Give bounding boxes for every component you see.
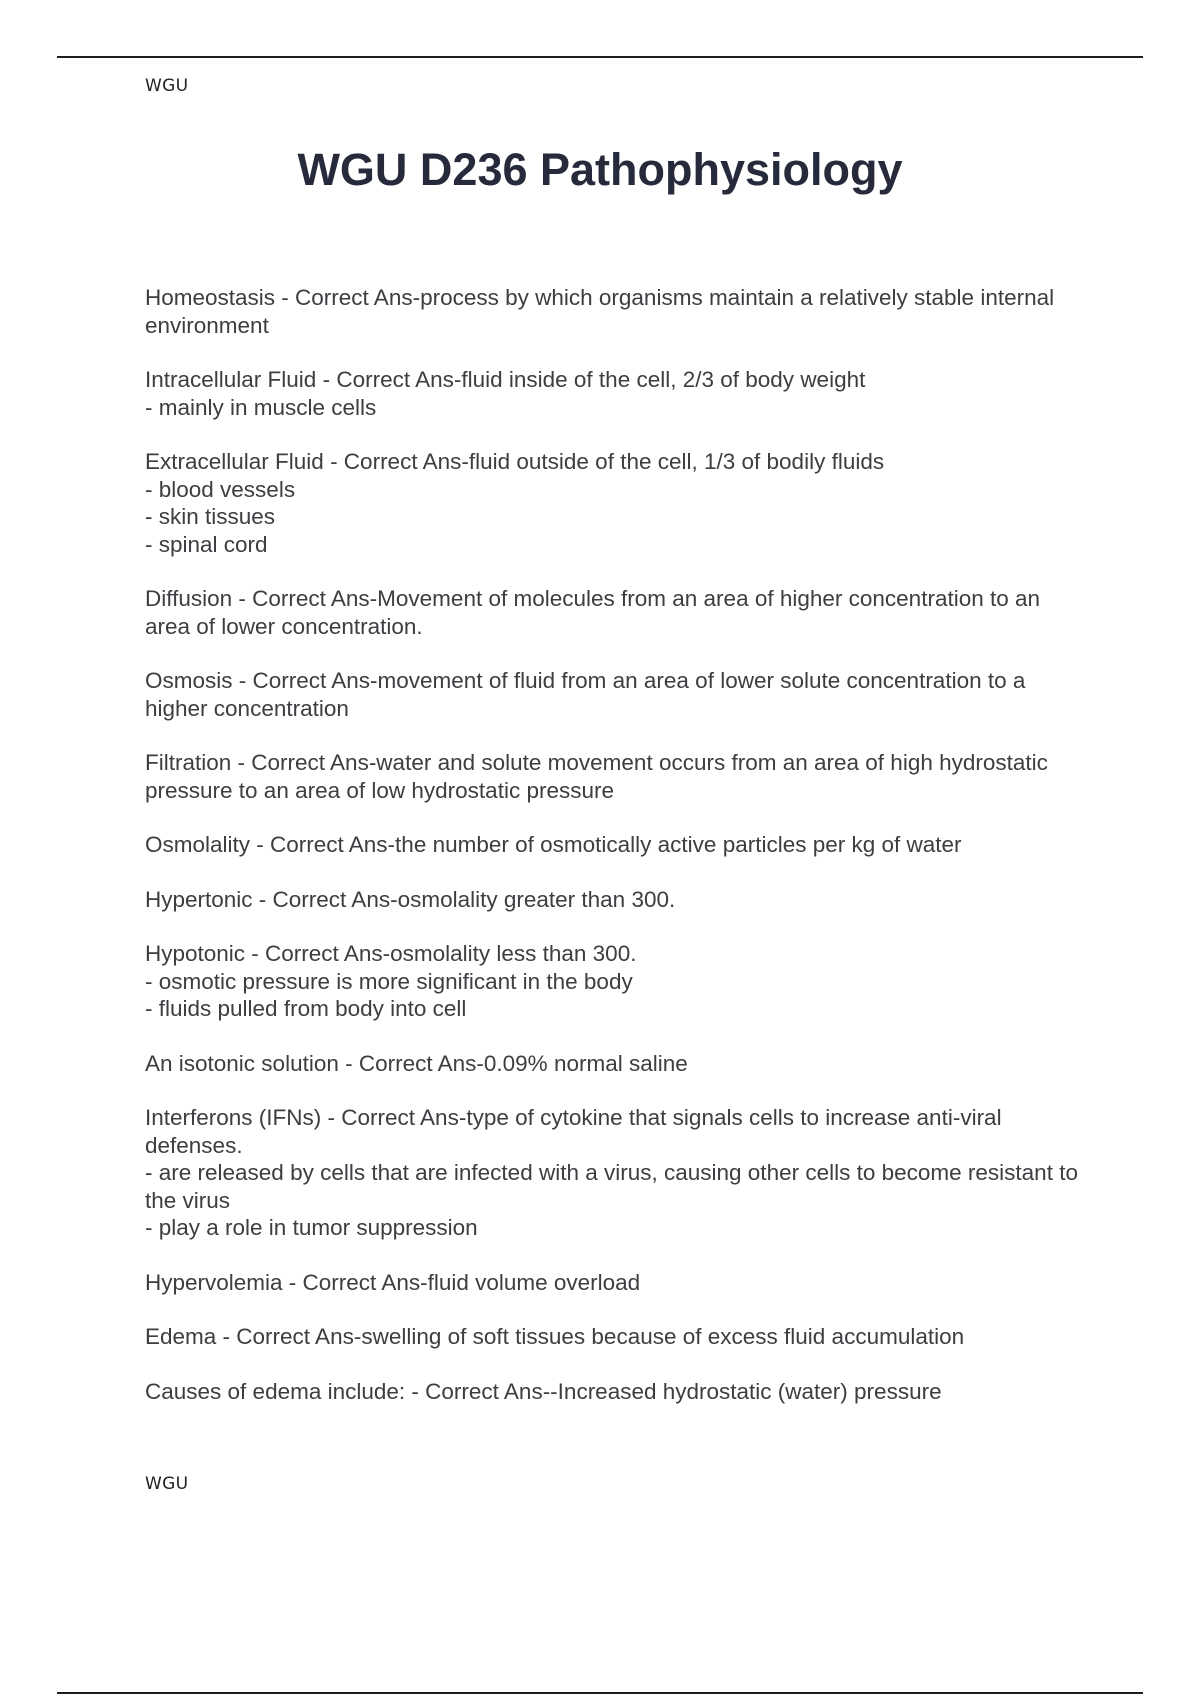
entry-causes-of-edema — [145, 1378, 1085, 1406]
entry-isotonic-solution — [145, 1050, 1085, 1078]
entry-extracellular-fluid — [145, 448, 1085, 558]
entry-filtration — [145, 749, 1085, 804]
entry-line: Homeostasis - Correct Ans-process by which organisms maintain a relatively stable internal environment — [145, 285, 1055, 338]
entry-line: - are released by cells that are infected with a virus, causing other cells to become resistant to the virus — [145, 1160, 1078, 1213]
entry-line: - osmotic pressure is more significant in the body — [145, 968, 633, 994]
entry-line: Osmosis - Correct Ans-movement of fluid from an area of lower solute concentration to a higher concentration — [145, 668, 1026, 721]
header-label: WGU — [145, 76, 189, 96]
entry-line: Diffusion - Correct Ans-Movement of molecules from an area of higher concentration to an area of lower concentration. — [145, 586, 1041, 639]
entry-line: Filtration - Correct Ans-water and solute movement occurs from an area of high hydrostatic pressure to an area of low hydrostatic pressure — [145, 750, 1048, 803]
entry-line: Osmolality - Correct Ans-the number of osmotically active particles per kg of water — [145, 832, 962, 857]
entry-line: An isotonic solution - Correct Ans-0.09% normal saline — [145, 1050, 688, 1076]
entry-hypotonic — [145, 940, 1085, 1023]
entry-line: - spinal cord — [145, 531, 268, 557]
entry-osmosis — [145, 667, 1085, 722]
bottom-rule — [57, 1692, 1143, 1694]
entry-homeostasis — [145, 284, 1085, 339]
document-body — [145, 284, 1085, 1432]
entry-line: Hypotonic - Correct Ans-osmolality less than 300. — [145, 941, 637, 966]
page-title: WGU D236 Pathophysiology — [297, 144, 903, 195]
entry-osmolality — [145, 831, 1085, 859]
entry-diffusion — [145, 585, 1085, 640]
entry-line: Extracellular Fluid - Correct Ans-fluid outside of the cell, 1/3 of bodily fluids — [145, 449, 885, 474]
entry-hypertonic — [145, 886, 1085, 914]
entry-edema — [145, 1323, 1085, 1351]
footer-label: WGU — [145, 1474, 189, 1494]
entry-line: - play a role in tumor suppression — [145, 1215, 478, 1240]
entry-line: Hypervolemia - Correct Ans-fluid volume overload — [145, 1269, 641, 1295]
entry-line: - mainly in muscle cells — [145, 394, 377, 420]
entry-interferons — [145, 1104, 1085, 1242]
entry-line: Causes of edema include: - Correct Ans--Increased hydrostatic (water) pressure — [145, 1378, 942, 1404]
entry-line: Intracellular Fluid - Correct Ans-fluid inside of the cell, 2/3 of body weight — [145, 367, 866, 392]
entry-line: Edema - Correct Ans-swelling of soft tissues because of excess fluid accumulation — [145, 1324, 965, 1349]
entry-line: Interferons (IFNs) - Correct Ans-type of cytokine that signals cells to increase anti-viral defenses. — [145, 1105, 1002, 1158]
entry-line: Hypertonic - Correct Ans-osmolality greater than 300. — [145, 886, 676, 912]
entry-intracellular-fluid — [145, 366, 1085, 421]
top-rule — [57, 56, 1143, 58]
entry-line: - fluids pulled from body into cell — [145, 996, 467, 1021]
entry-line: - blood vessels — [145, 476, 296, 502]
entry-hypervolemia — [145, 1269, 1085, 1297]
entry-line: - skin tissues — [145, 504, 276, 529]
